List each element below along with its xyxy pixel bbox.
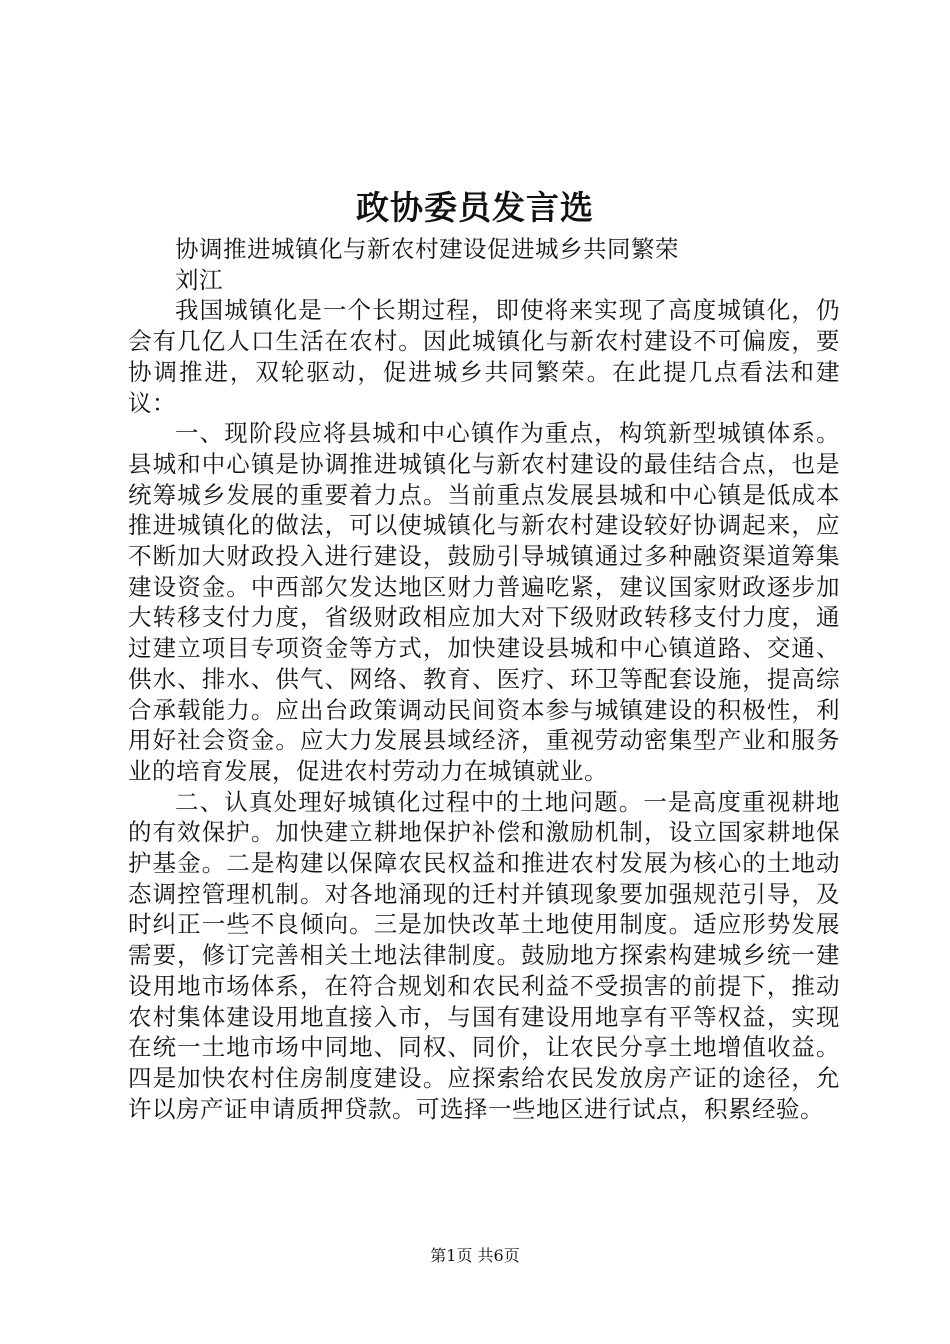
document-subtitle: 协调推进城镇化与新农村建设促进城乡共同繁荣 [175, 235, 679, 263]
document-title: 政协委员发言选 [356, 188, 594, 227]
document-author: 刘江 [175, 265, 223, 294]
paragraph-intro: 我国城镇化是一个长期过程，即使将来实现了高度城镇化，仍会有几亿人口生活在农村。因此城镇化与新农村建设不可偏废，要协调推进，双轮驱动，促进城乡共同繁荣。在此提几点看法和建议： [128, 296, 840, 417]
page-number: 第1页 共6页 [430, 1246, 520, 1265]
paragraph-section-two: 二、认真处理好城镇化过程中的土地问题。一是高度重视耕地的有效保护。加快建立耕地保护补偿和激励机制，设立国家耕地保护基金。二是构建以保障农民权益和推进农村发展为核心的土地动态调控管理机制。对各地涌现的迁村并镇现象要加强规范引导，及时纠正一些不良倾向。三是加快改革土地使用制度。适应形势发展需要，修订完善相关土地法律制度。鼓励地方探索构建城乡统一建设用地市场体系，在符合规划和农民利益不受损害的前提下，推动农村集体建设用地直接入市，与国有建设用地享有平等权益，实现在统一土地市场中同地、同权、同价，让农民分享土地增值收益。四是加快农村住房制度建设。应探索给农民发放房产证的途径，允许以房产证申请质押贷款。可选择一些地区进行试点，积累经验。 [128, 787, 840, 1123]
document-body [128, 234, 840, 1124]
paragraph-section-one: 一、现阶段应将县城和中心镇作为重点，构筑新型城镇体系。县城和中心镇是协调推进城镇化与新农村建设的最佳结合点，也是统筹城乡发展的重要着力点。当前重点发展县城和中心镇是低成本推进城镇化的做法，可以使城镇化与新农村建设较好协调起来，应不断加大财政投入进行建设，鼓励引导城镇通过多种融资渠道筹集建设资金。中西部欠发达地区财力普遍吃紧，建议国家财政逐步加大转移支付力度，省级财政相应加大对下级财政转移支付力度，通过建立项目专项资金等方式，加快建设县城和中心镇道路、交通、供水、排水、供气、网络、教育、医疗、环卫等配套设施，提高综合承载能力。应出台政策调动民间资本参与城镇建设的积极性，利用好社会资金。应大力发展县域经济，重视劳动密集型产业和服务业的培育发展，促进农村劳动力在城镇就业。 [128, 419, 840, 785]
